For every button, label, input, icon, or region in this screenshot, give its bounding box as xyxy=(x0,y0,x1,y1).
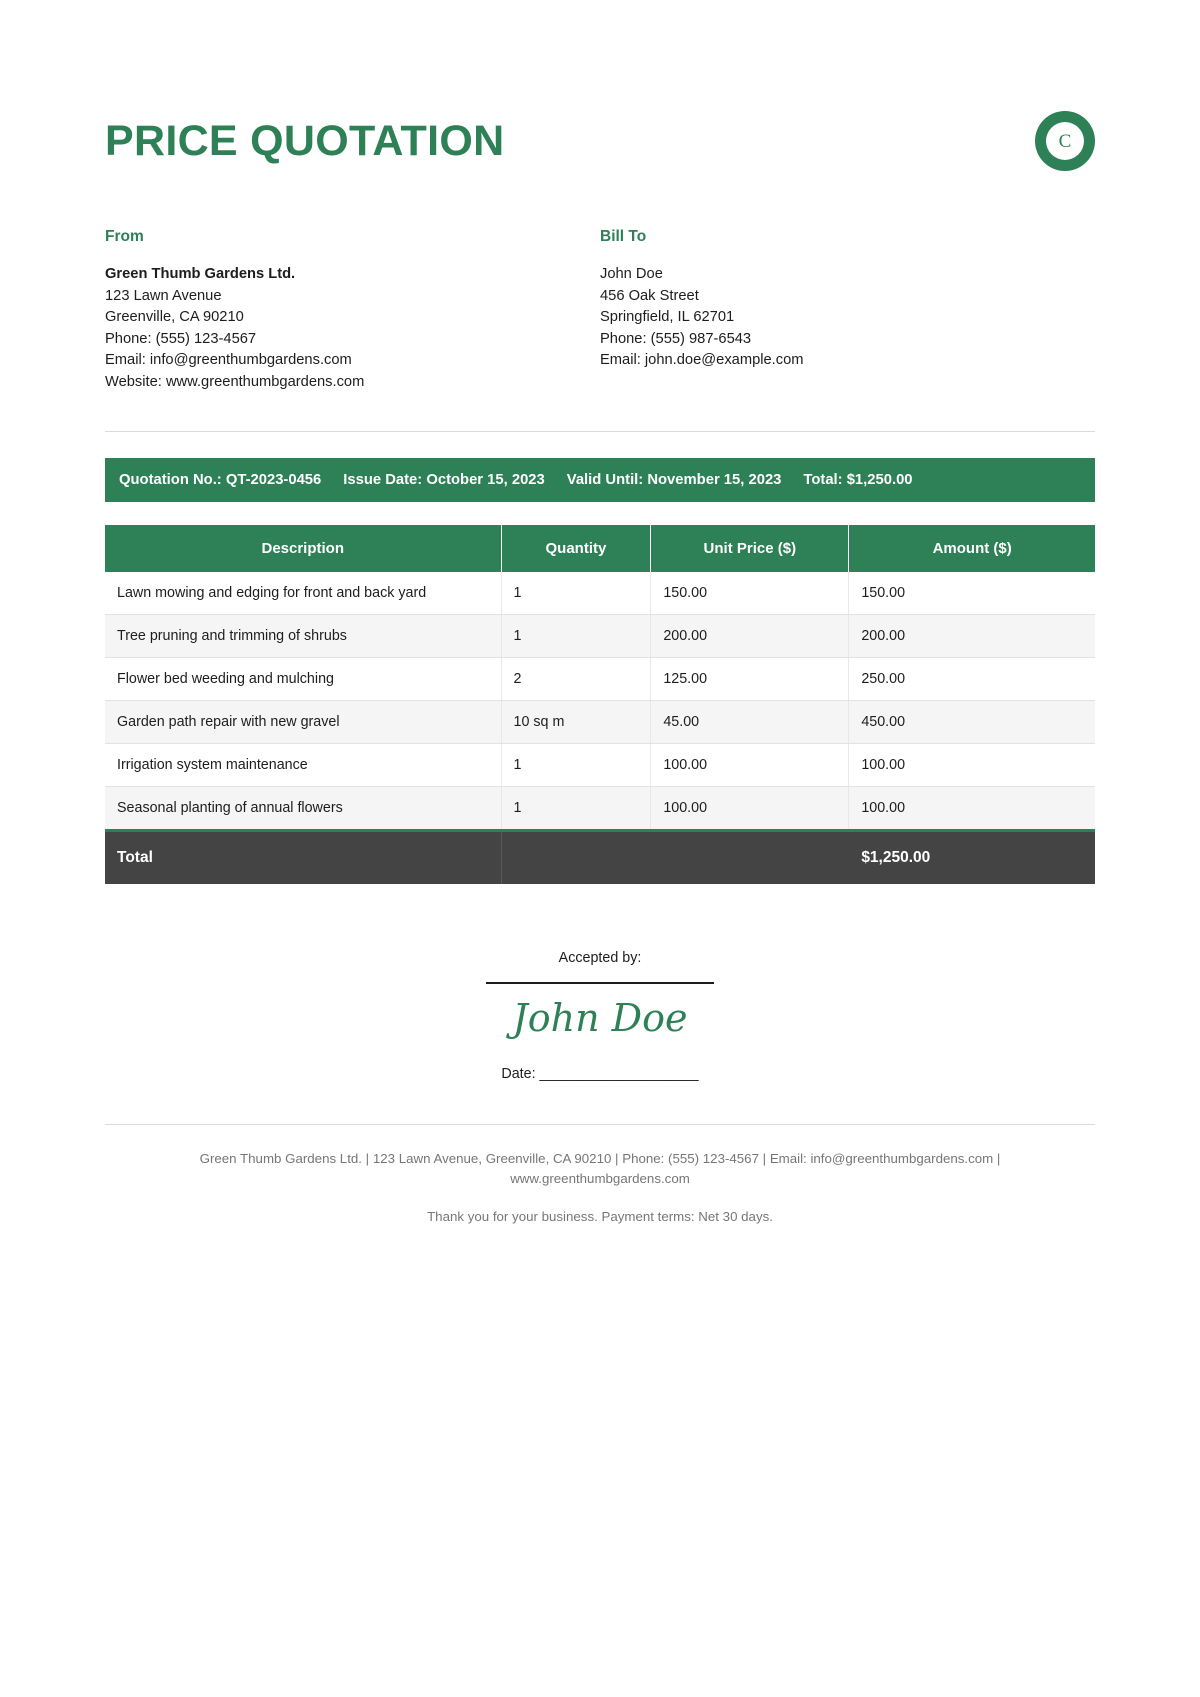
row-description: Garden path repair with new gravel xyxy=(105,701,501,744)
from-name: Green Thumb Gardens Ltd. xyxy=(105,266,296,282)
footer-contact-line: Green Thumb Gardens Ltd. | 123 Lawn Avenue, Greenville, CA 90210 | Phone: (555) 123-4567 | Email: info@greenthumbgardens.com | www.greenthumbgardens.com xyxy=(199,1150,1001,1186)
quotation-meta-bar xyxy=(105,458,1095,502)
row-amount: 200.00 xyxy=(849,615,1095,658)
total-spacer-unit-price xyxy=(651,831,849,885)
row-amount: 100.00 xyxy=(849,744,1095,787)
line-items-table xyxy=(105,525,1095,884)
signature-section xyxy=(105,950,1095,1082)
bill-to-email: Email: john.doe@example.com xyxy=(600,352,804,368)
row-description: Tree pruning and trimming of shrubs xyxy=(105,615,501,658)
table-row xyxy=(105,701,1095,744)
table-row xyxy=(105,787,1095,831)
table-total-row xyxy=(105,831,1095,885)
row-quantity: 2 xyxy=(501,658,651,701)
footer-terms-line: Thank you for your business. Payment terms: Net 30 days. xyxy=(427,1208,773,1224)
row-quantity: 10 sq m xyxy=(501,701,651,744)
document-footer xyxy=(105,1149,1095,1224)
footer-divider xyxy=(105,1124,1095,1125)
bill-to-address-line-1: 456 Oak Street xyxy=(600,287,699,304)
row-unit-price: 150.00 xyxy=(651,572,849,615)
bill-to-phone: Phone: (555) 987-6543 xyxy=(600,330,752,347)
column-header-description: Description xyxy=(105,525,501,572)
line-items-body xyxy=(105,572,1095,884)
signature-date-field: Date: ____________________ xyxy=(501,1065,699,1082)
from-phone: Phone: (555) 123-4567 xyxy=(105,330,257,347)
row-amount: 150.00 xyxy=(849,572,1095,615)
bill-to-address-line-2: Springfield, IL 62701 xyxy=(600,309,735,325)
bill-to-name: John Doe xyxy=(600,266,663,282)
from-address-line-1: 123 Lawn Avenue xyxy=(105,287,222,304)
header-divider xyxy=(105,431,1095,432)
row-amount: 450.00 xyxy=(849,701,1095,744)
row-description: Lawn mowing and edging for front and back yard xyxy=(105,572,501,615)
from-address-line-2: Greenville, CA 90210 xyxy=(105,309,244,325)
company-monogram-icon xyxy=(1046,122,1084,160)
bill-to-block xyxy=(600,228,1095,393)
row-unit-price: 100.00 xyxy=(651,744,849,787)
signature-line xyxy=(486,982,714,984)
row-description: Flower bed weeding and mulching xyxy=(105,658,501,701)
row-quantity: 1 xyxy=(501,615,651,658)
table-row xyxy=(105,744,1095,787)
total-spacer-quantity xyxy=(501,831,651,885)
row-description: Irrigation system maintenance xyxy=(105,744,501,787)
table-row xyxy=(105,572,1095,615)
row-quantity: 1 xyxy=(501,744,651,787)
page-title: PRICE QUOTATION xyxy=(105,116,505,165)
parties-section xyxy=(105,228,1095,393)
row-amount: 100.00 xyxy=(849,787,1095,831)
row-amount: 250.00 xyxy=(849,658,1095,701)
bill-to-heading: Bill To xyxy=(600,228,647,245)
signature-name: John Doe xyxy=(512,996,688,1040)
accepted-by-label: Accepted by: xyxy=(558,950,642,966)
row-quantity: 1 xyxy=(501,787,651,831)
table-row xyxy=(105,615,1095,658)
from-email: Email: info@greenthumbgardens.com xyxy=(105,352,352,368)
row-quantity: 1 xyxy=(501,572,651,615)
document-header xyxy=(105,104,1095,178)
row-unit-price: 45.00 xyxy=(651,701,849,744)
total-amount: $1,250.00 xyxy=(849,831,1095,885)
company-logo xyxy=(1035,111,1095,171)
column-header-quantity: Quantity xyxy=(501,525,651,572)
row-description: Seasonal planting of annual flowers xyxy=(105,787,501,831)
valid-until-date: Valid Until: November 15, 2023 xyxy=(566,472,782,488)
row-unit-price: 125.00 xyxy=(651,658,849,701)
issue-date: Issue Date: October 15, 2023 xyxy=(343,472,545,488)
from-block xyxy=(105,228,600,393)
row-unit-price: 200.00 xyxy=(651,615,849,658)
quotation-number: Quotation No.: QT-2023-0456 xyxy=(119,472,322,488)
logo-letter: C xyxy=(1058,130,1072,152)
from-website: Website: www.greenthumbgardens.com xyxy=(105,373,365,390)
total-label: Total xyxy=(105,831,501,885)
column-header-unit-price: Unit Price ($) xyxy=(651,525,849,572)
column-header-amount: Amount ($) xyxy=(849,525,1095,572)
table-row xyxy=(105,658,1095,701)
row-unit-price: 100.00 xyxy=(651,787,849,831)
from-heading: From xyxy=(105,228,144,245)
table-header-row xyxy=(105,525,1095,572)
meta-total: Total: $1,250.00 xyxy=(803,472,913,488)
